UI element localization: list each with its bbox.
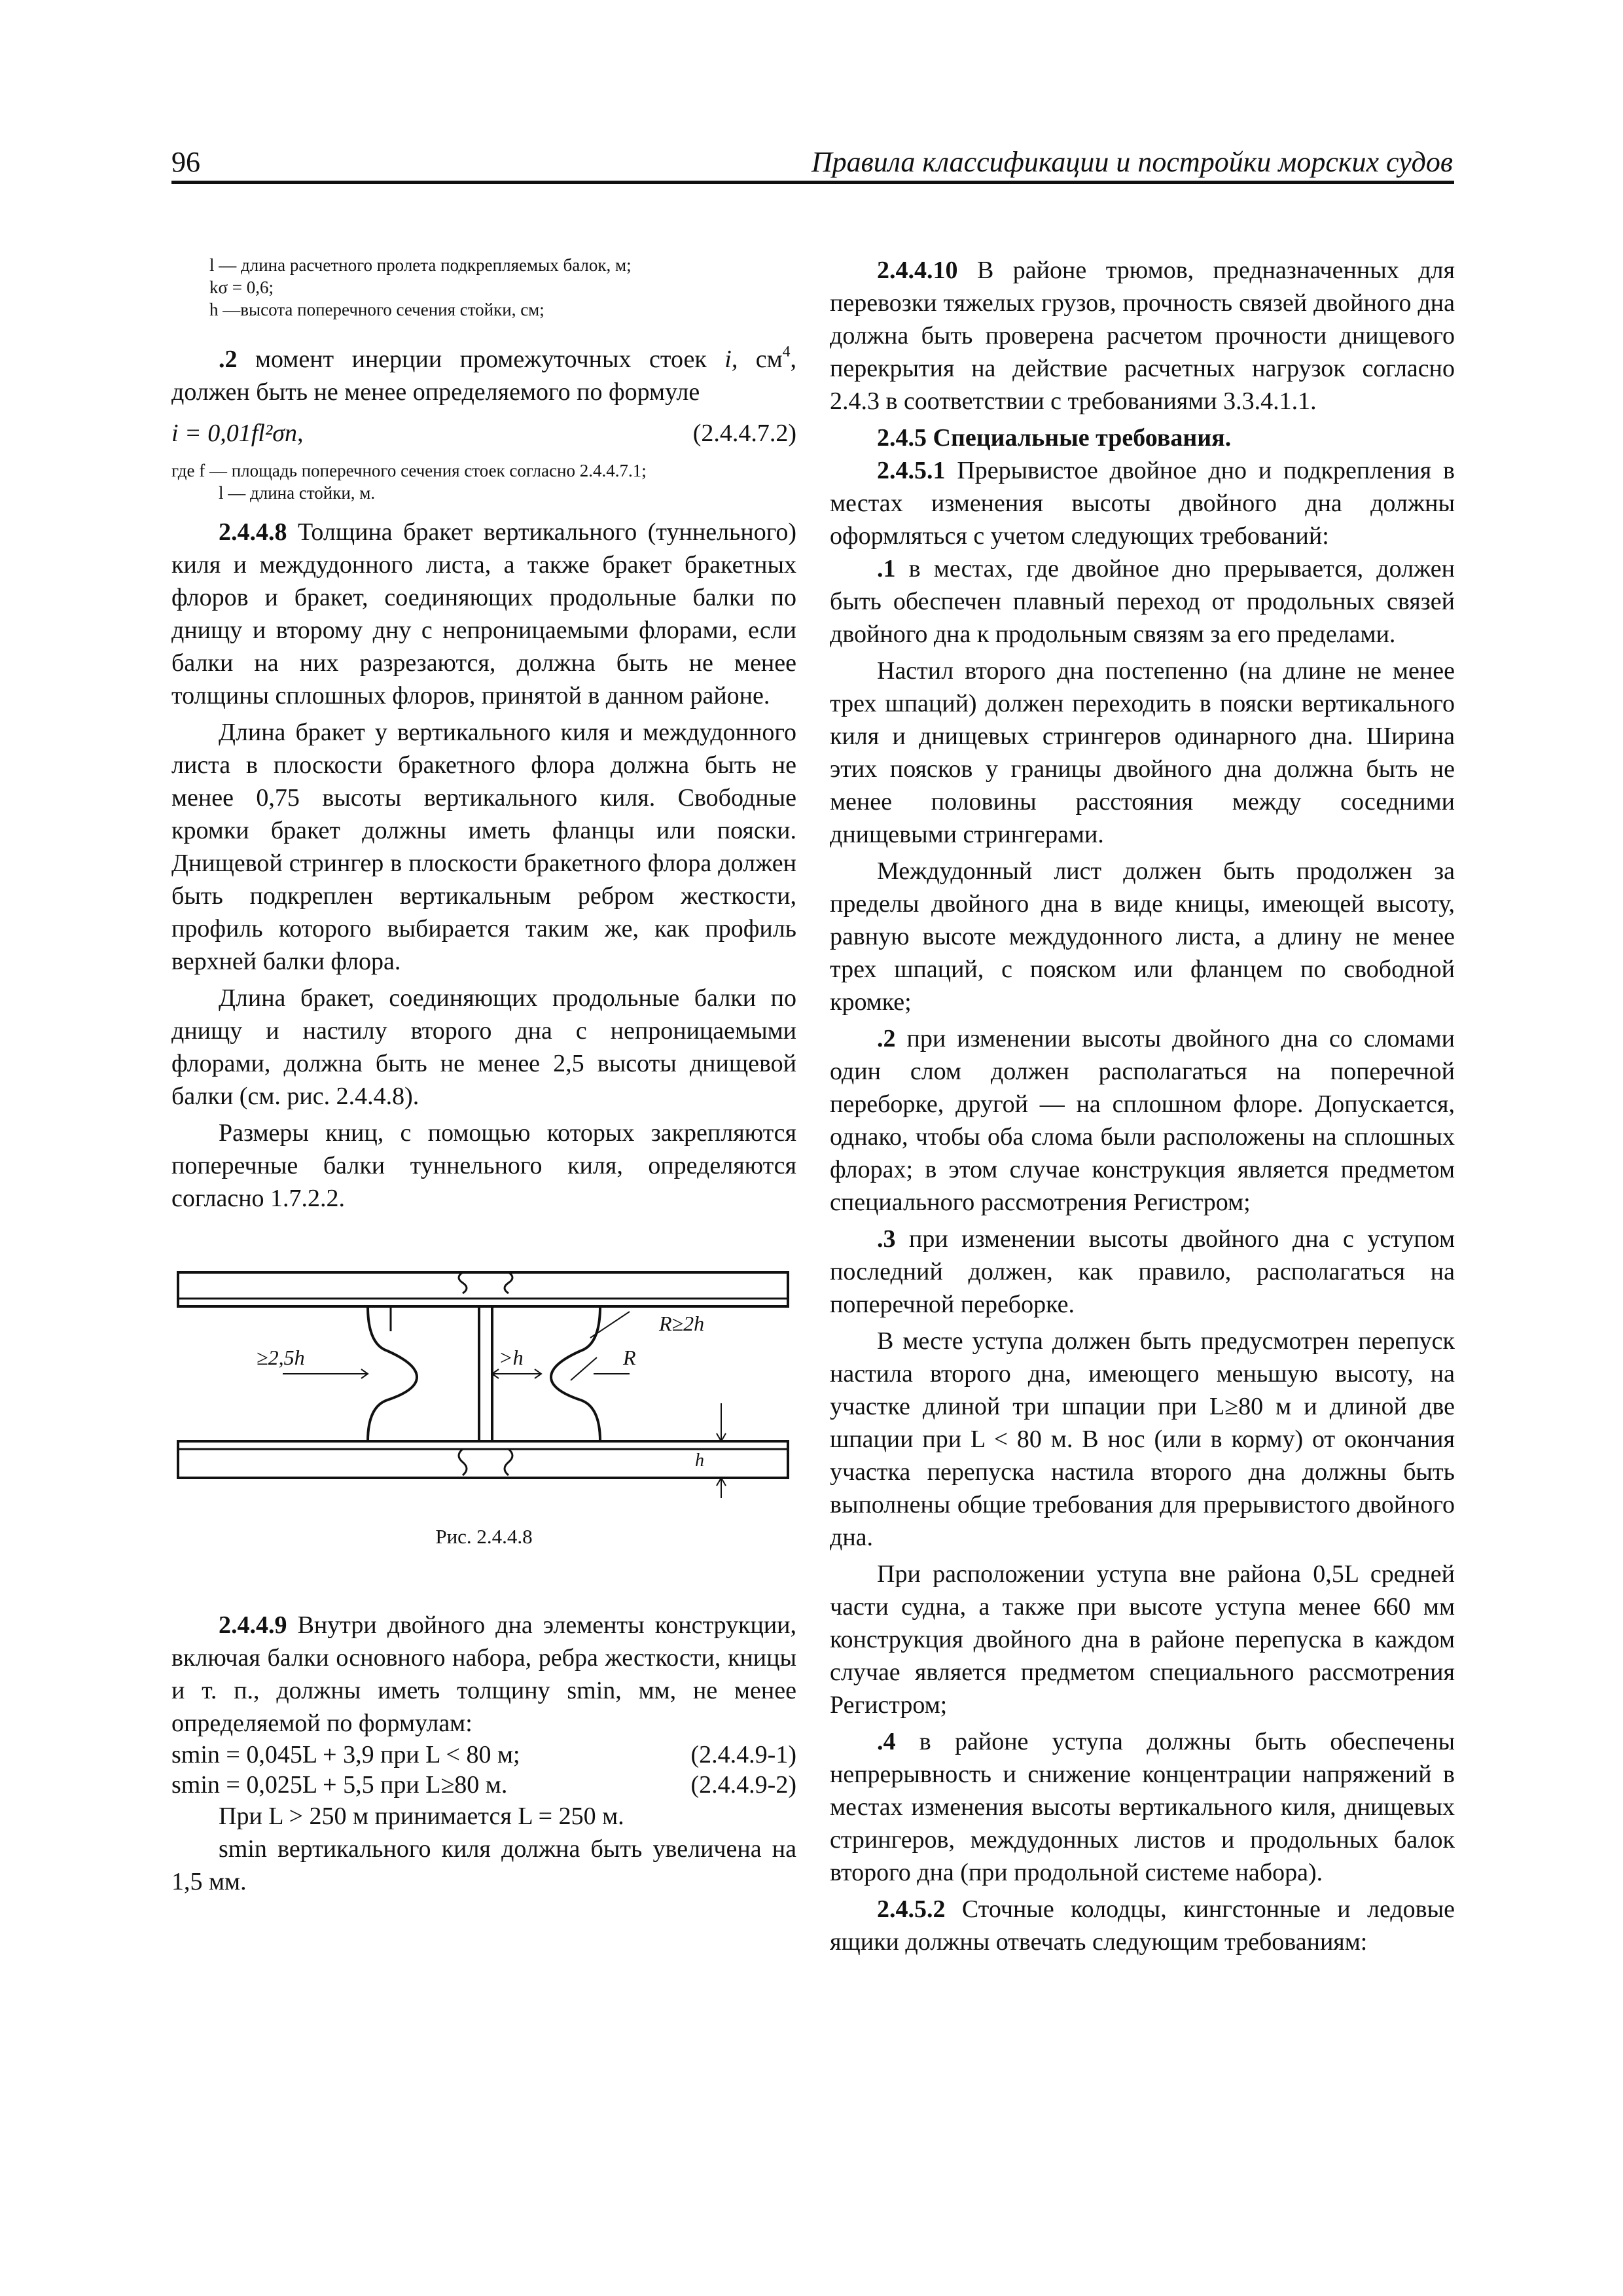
legend-line: h —высота поперечного сечения стойки, см; <box>209 300 544 319</box>
item-2-paragraph: .2 при изменении высоты двойного дна со сломами один слом должен располагаться на поперечной переборке, другой — на сплошном флоре. Допускается, однако, чтобы оба слома были расположены на сплошных флорах; в этом случае конструкция является предметом специального рассмотрения Регистром; <box>830 1025 1455 1216</box>
section-2-4-5-title: 2.4.5 Специальные требования. <box>877 424 1232 452</box>
left-column <box>171 254 796 1898</box>
legend-line: l — длина стойки, м. <box>219 483 376 503</box>
formula-expression: i = 0,01fl²σn, <box>171 420 304 447</box>
section-2-4-4-8-paragraph-4: Размеры книц, с помощью которых закрепляются поперечные балки туннельного киля, определяются согласно 1.7.2.2. <box>171 1119 796 1212</box>
label-gt-h: >h <box>499 1346 524 1369</box>
item-1-paragraph-2: Настил второго дна постепенно (на длине не менее трех шпаций) должен переходить в пояски вертикального киля и днищевых стрингеров одинарного дна. Ширина этих поясков у границы двойного дна должна быть не менее половины расстояния между соседними днищевыми стрингерами. <box>830 657 1455 848</box>
label-R-ge-2h: R≥2h <box>659 1312 705 1335</box>
section-2-4-4-8-paragraph-1: 2.4.4.8 Толщина бракет вертикального (туннельного) киля и междудонного листа, а также бракет бракетных флоров и бракет, соединяющих продольные балки по днищу и второму дну с непроницаемыми флорами, если балки на них разрезаются, должна быть не менее толщины сплошных флоров, принятой в данном районе. <box>171 518 796 709</box>
item-3-paragraph-2: В месте уступа должен быть предусмотрен перепуск настила второго дна, имеющего меньшую высоту, на участке длиной три шпации при L≥80 м и длиной две шпации при L < 80 м. В нос (или в корму) от окончания участка перепуска настила второго дна должны быть выполнены общие требования для прерывистого двойного дна. <box>830 1327 1455 1551</box>
section-2-4-4-9-paragraph-2: При L > 250 м принимается L = 250 м. <box>219 1803 624 1830</box>
item-3-paragraph-3: При расположении уступа вне района 0,5L средней части судна, а также при высоте уступа менее 660 мм конструкция двойного дна в районе перепуска в каждом случае является предметом специального рассмотрения Регистром; <box>830 1560 1455 1719</box>
section-2-4-5-2-paragraph: 2.4.5.2 Сточные колодцы, кингстонные и ледовые ящики должны отвечать следующим требованиям: <box>830 1895 1455 1956</box>
running-title: Правила классификации и постройки морских судов <box>811 146 1453 178</box>
right-column <box>830 254 1455 1958</box>
legend-line: l — длина расчетного пролета подкрепляемых балок, м; <box>209 255 632 275</box>
item-4-paragraph: .4 в районе уступа должны быть обеспечены непрерывность и снижение концентрации напряжений в местах изменения высоты вертикального киля, днищевых стрингеров, междудонных листов и продольных балок второго дна (при продольной системе набора). <box>830 1728 1455 1886</box>
formula-expression: smin = 0,025L + 5,5 при L≥80 м. <box>171 1771 508 1799</box>
figure-2-4-4-8 <box>171 1266 796 1501</box>
section-2-4-4-8-paragraph-2: Длина бракет у вертикального киля и междудонного листа в плоскости бракетного флора должна быть не менее 0,75 высоты вертикального киля. Свободные кромки бракет должны иметь фланцы или пояски. Днищевой стрингер в плоскости бракетного флора должен быть подкреплен вертикальным ребром жесткости, профиль которого выбирается таким же, как профиль верхней балки флора. <box>171 719 796 975</box>
section-2-4-5-1-paragraph: 2.4.5.1 Прерывистое двойное дно и подкрепления в местах изменения высоты двойного дна должны оформляться с учетом следующих требований: <box>830 457 1455 550</box>
section-2-4-4-10-paragraph: 2.4.4.10 В районе трюмов, предназначенных для перевозки тяжелых грузов, прочность связей двойного дна должна быть проверена расчетом прочности днищевого перекрытия на действие расчетных нагрузок согласно 2.4.3 в соответствии с требованиями 3.3.4.1.1. <box>830 257 1455 415</box>
item-3-paragraph: .3 при изменении высоты двойного дна с уступом последний должен, как правило, располагаться на поперечной переборке. <box>830 1225 1455 1318</box>
label-R: R <box>623 1346 636 1369</box>
item-1-paragraph-3: Междудонный лист должен быть продолжен за пределы двойного дна в виде кницы, имеющей высоту, равную высоте междудонного листа, а длину не менее трех шпаций, с пояском или фланцем по свободной кромке; <box>830 857 1455 1016</box>
section-2-4-4-9-paragraph-1: 2.4.4.9 Внутри двойного дна элементы конструкции, включая балки основного набора, ребра жесткости, кницы и т. п., должны иметь толщину smin, мм, не менее определяемой по формулам: <box>171 1611 796 1737</box>
header-rule <box>171 181 1454 184</box>
formula-number: (2.4.4.9-1) <box>690 1741 796 1768</box>
legend-block-2 <box>171 459 796 504</box>
formula-2-4-4-7-2 <box>171 416 796 450</box>
formula-2-4-4-9-1 <box>171 1740 796 1770</box>
legend-line: где f — площадь поперечного сечения стоек согласно 2.4.4.7.1; <box>171 461 647 480</box>
section-2-4-4-8-paragraph-3: Длина бракет, соединяющих продольные балки по днищу и настилу второго дна с непроницаемыми флорами, должна быть не менее 2,5 высоты днищевой балки (см. рис. 2.4.4.8). <box>171 984 796 1110</box>
formula-number: (2.4.4.9-2) <box>690 1771 796 1799</box>
formula-2-4-4-9-2 <box>171 1770 796 1800</box>
legend-line: kσ = 0,6; <box>209 278 274 297</box>
page-number: 96 <box>171 146 200 178</box>
formula-expression: smin = 0,045L + 3,9 при L < 80 м; <box>171 1741 520 1768</box>
paragraph-moment: .2 момент инерции промежуточных стоек i, $см^4$, должен быть не менее определяемого по формуле <box>171 343 796 406</box>
formula-number: (2.4.4.7.2) <box>692 420 796 447</box>
figure-caption: Рис. 2.4.4.8 <box>435 1525 533 1548</box>
item-1-paragraph: .1 в местах, где двойное дно прерывается, должен быть обеспечен плавный переход от продольных связей двойного дна к продольным связям за его пределами. <box>830 555 1455 648</box>
legend-block-1 <box>171 254 796 321</box>
section-2-4-4-9-paragraph-3: smin вертикального киля должна быть увеличена на 1,5 мм. <box>171 1835 796 1895</box>
label-2-5h: ≥2,5h <box>257 1346 305 1369</box>
label-h-dimension: h <box>695 1450 704 1471</box>
